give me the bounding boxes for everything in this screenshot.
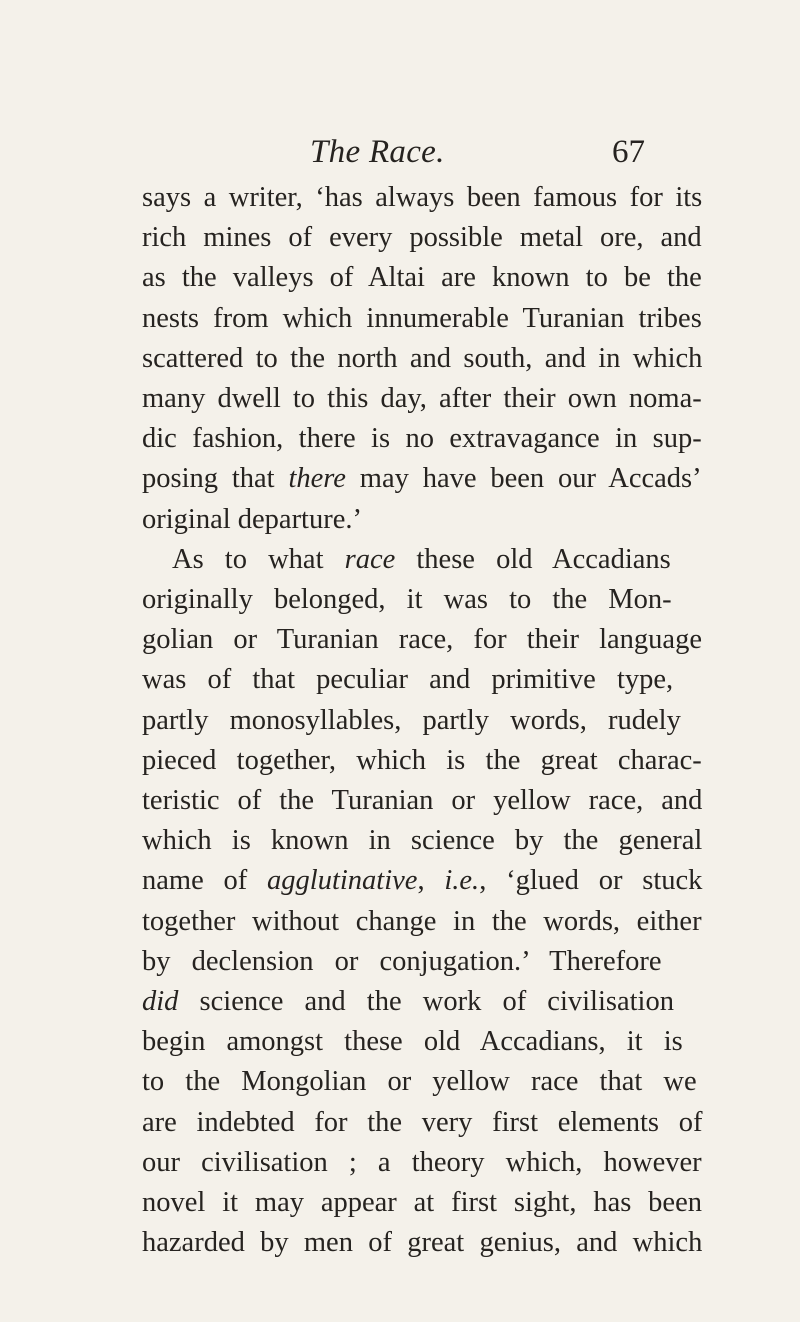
text-line	[142, 580, 672, 620]
text-run: pieced together, which is the great charac-	[142, 744, 702, 776]
text-run: says a writer, ‘has always been famous for its	[142, 182, 703, 213]
text-line	[142, 299, 702, 339]
text-run: begin amongst these old Accadians, it is	[142, 1026, 683, 1058]
text-run: posing that	[142, 463, 289, 495]
text-run: original departure.’	[142, 503, 362, 535]
text-run: science and the work of civilisation	[178, 986, 674, 1017]
text-line	[142, 1223, 702, 1263]
text-line	[142, 701, 681, 741]
text-line	[142, 902, 702, 942]
text-line	[142, 339, 702, 379]
text-line	[142, 258, 702, 298]
text-line	[142, 459, 702, 499]
text-line	[142, 781, 702, 821]
text-run: many dwell to this day, after their own noma-	[142, 383, 702, 414]
text-line	[142, 178, 702, 218]
text-line	[142, 821, 702, 861]
text-run: hazarded by men of great genius, and which	[142, 1227, 703, 1259]
text-run: are indebted for the very first elements of	[142, 1106, 703, 1138]
text-line	[142, 1062, 697, 1102]
text-line	[142, 1183, 702, 1223]
text-line	[142, 660, 673, 700]
text-line	[142, 861, 702, 901]
text-run: nests from which innumerable Turanian tribes	[142, 302, 702, 334]
text-run: to the Mongolian or yellow race that we	[142, 1066, 697, 1098]
text-line	[142, 982, 674, 1022]
text-run: together without change in the words, either	[142, 905, 702, 937]
text-run: ,	[417, 865, 445, 897]
italic-text: there	[288, 463, 346, 495]
text-line	[142, 419, 702, 459]
text-run: rich mines of every possible metal ore, and	[142, 222, 702, 254]
running-head	[0, 132, 800, 172]
italic-text: agglutinative	[267, 865, 418, 897]
text-run: teristic of the Turanian or yellow race, and	[142, 785, 703, 816]
text-line	[172, 540, 671, 580]
text-line	[142, 500, 362, 540]
text-line	[142, 1143, 702, 1183]
text-line	[142, 1022, 683, 1062]
text-run: was of that peculiar and primitive type,	[142, 664, 674, 696]
text-run: name of	[142, 865, 268, 897]
text-line	[142, 741, 702, 781]
running-title: The Race.	[310, 134, 445, 170]
text-run: novel it may appear at first sight, has been	[142, 1187, 702, 1218]
text-line	[142, 1103, 702, 1143]
text-run: , ‘glued or stuck	[479, 865, 703, 897]
text-run: golian or Turanian race, for their language	[142, 624, 702, 656]
italic-text: race	[344, 543, 396, 575]
text-run: As to what	[172, 543, 345, 575]
text-run: may have been our Accads’	[345, 463, 702, 495]
text-run: dic fashion, there is no extravagance in sup-	[142, 423, 702, 455]
text-line	[142, 379, 702, 419]
text-line	[142, 942, 662, 982]
text-run: scattered to the north and south, and in which	[142, 342, 703, 374]
text-run: these old Accadians	[395, 543, 671, 575]
text-run: partly monosyllables, partly words, rudely	[142, 704, 681, 736]
italic-text: i.e.	[444, 865, 480, 897]
text-run: originally belonged, it was to the Mon-	[142, 584, 672, 615]
italic-text: did	[142, 986, 179, 1017]
page-number: 67	[612, 134, 645, 170]
text-run: as the valleys of Altai are known to be the	[142, 262, 702, 294]
text-run: by declension or conjugation.’ Therefore	[142, 945, 662, 977]
text-run: which is known in science by the general	[142, 825, 703, 857]
text-line	[142, 218, 702, 258]
text-line	[142, 620, 702, 660]
text-run: our civilisation ; a theory which, however	[142, 1146, 702, 1178]
